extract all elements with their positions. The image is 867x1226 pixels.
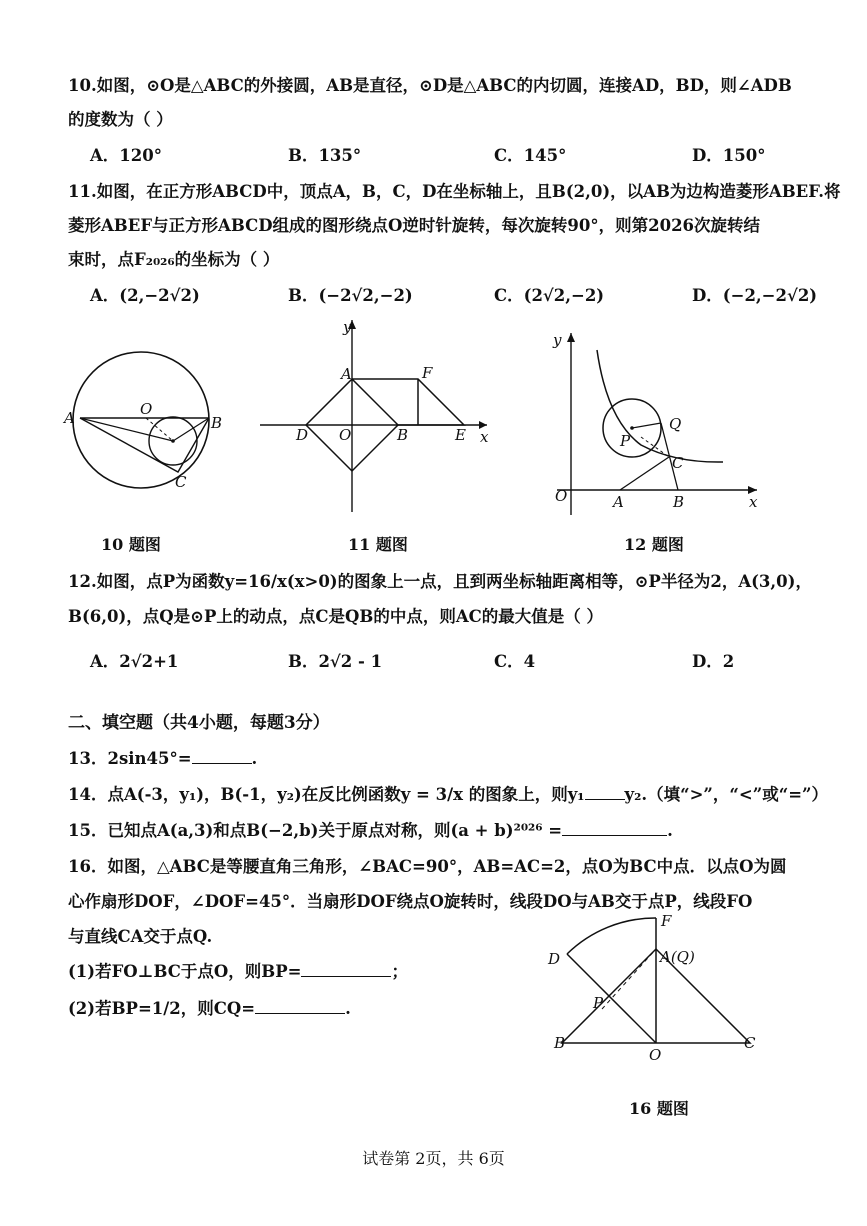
fig10-label-b: B — [211, 414, 223, 432]
fig12-label-y: y — [553, 331, 562, 349]
figure-12-caption: 12 题图 — [624, 535, 684, 554]
q13-answer-blank[interactable] — [192, 749, 252, 764]
q10-option-b: B．135° — [288, 146, 362, 165]
figure-12 — [545, 325, 770, 520]
fig16-label-p: P — [593, 994, 604, 1012]
q15-answer-blank[interactable] — [562, 821, 667, 836]
fig16-label-a: A(Q) — [660, 948, 695, 966]
fig12-label-x: x — [749, 493, 758, 511]
fig16-label-f: F — [661, 912, 672, 930]
fig11-label-o: O — [339, 426, 352, 444]
figure-10-caption: 10 题图 — [101, 535, 161, 554]
q16-line1: 16．如图，△ABC是等腰直角三角形，∠BAC=90°，AB=AC=2，点O为BC中点．以点O为圆 — [68, 857, 787, 876]
q12-line2: B(6,0)，点Q是⊙P上的动点，点C是QB的中点，则AC的最大值是（ ） — [68, 607, 604, 626]
q16-sub1 — [68, 958, 408, 982]
figure-11 — [255, 312, 500, 517]
fig11-label-b: B — [397, 426, 409, 444]
q15 — [68, 817, 673, 841]
q16-sub2-end: . — [345, 999, 351, 1018]
q16-sub2-text: (2)若BP=1/2，则CQ= — [68, 999, 256, 1018]
fig11-label-y: y — [343, 318, 352, 336]
q10-option-d: D．150° — [692, 146, 766, 165]
fig12-label-p: P — [620, 432, 631, 450]
q13-end: . — [251, 749, 258, 768]
q12-option-b: B．2√2 - 1 — [288, 652, 383, 671]
q10-line1: 10.如图，⊙O是△ABC的外接圆，AB是直径，⊙D是△ABC的内切圆，连接AD，BD，则∠ADB — [68, 76, 792, 95]
figure-11-caption: 11 题图 — [348, 535, 408, 554]
q14-answer-blank[interactable] — [585, 785, 625, 800]
q16-sub1-end: ； — [391, 962, 408, 981]
q16-sub1-text: (1)若FO⊥BC于点O，则BP= — [68, 962, 302, 981]
q11-option-d: D．(−2,−2√2) — [692, 286, 818, 305]
q12-option-a: A．2√2+1 — [90, 652, 179, 671]
fig11-label-d: D — [296, 426, 309, 444]
fig11-label-f: F — [422, 364, 433, 382]
fig12-label-o: O — [555, 487, 568, 505]
q16-line2: 心作扇形DOF，∠DOF=45°．当扇形DOF绕点O旋转时，线段DO与AB交于点P，线段FO — [68, 892, 753, 911]
q15-text: 15．已知点A(a,3)和点B(−2,b)关于原点对称，则(a + b)²⁰²⁶ = — [68, 821, 563, 840]
q11-line2: 菱形ABEF与正方形ABCD组成的图形绕点O逆时针旋转，每次旋转90°，则第2026次旋转结 — [68, 216, 761, 235]
fig10-label-c: C — [175, 473, 187, 491]
q12-option-d: D．2 — [692, 652, 735, 671]
fig11-label-e: E — [455, 426, 466, 444]
q14 — [68, 781, 828, 805]
q11-option-a: A．(2,−2√2) — [90, 286, 200, 305]
fig11-label-x: x — [480, 428, 489, 446]
figure-16 — [540, 908, 770, 1068]
q16-sub1-blank[interactable] — [301, 962, 391, 977]
fig10-label-a: A — [64, 409, 75, 427]
q16-line3: 与直线CA交于点Q. — [68, 927, 213, 946]
q12-option-c: C．4 — [494, 652, 536, 671]
fig10-label-o: O — [140, 400, 153, 418]
fig16-label-c: C — [744, 1034, 756, 1052]
q11-line1: 11.如图，在正方形ABCD中，顶点A，B，C，D在坐标轴上，且B(2,0)，以AB为边构造菱形ABEF.将 — [68, 182, 841, 201]
fig16-label-b: B — [554, 1034, 566, 1052]
q10-line2: 的度数为（ ） — [68, 110, 173, 129]
q11-option-b: B．(−2√2,−2) — [288, 286, 413, 305]
fig12-label-q: Q — [669, 415, 682, 433]
figure-16-caption: 16 题图 — [629, 1099, 689, 1118]
q11-line3: 束时，点F₂₀₂₆的坐标为（ ） — [68, 250, 280, 269]
q13 — [68, 745, 257, 769]
fig11-label-a: A — [341, 365, 352, 383]
q16-sub2 — [68, 995, 351, 1019]
fig12-label-c: C — [672, 454, 684, 472]
fig12-label-b: B — [673, 493, 685, 511]
fig16-label-o: O — [649, 1046, 662, 1064]
q10-option-c: C．145° — [494, 146, 567, 165]
q12-line1: 12.如图，点P为函数y=16/x(x>0)的图象上一点，且到两坐标轴距离相等，⊙P半径为2，A(3,0)， — [68, 572, 812, 591]
q14-mid: y₂.（填“>”，“<”或“=”） — [624, 785, 829, 804]
q13-text: 13．2sin45°= — [68, 749, 192, 768]
page-footer: 试卷第 2页，共 6页 — [362, 1149, 505, 1168]
figure-10 — [60, 350, 230, 500]
q15-end: . — [667, 821, 673, 840]
q10-option-a: A．120° — [90, 146, 162, 165]
q16-sub2-blank[interactable] — [255, 999, 345, 1014]
fig16-label-d: D — [548, 950, 561, 968]
section-2-title: 二、填空题（共4小题，每题3分） — [68, 713, 330, 733]
fig12-label-a: A — [613, 493, 624, 511]
q11-option-c: C．(2√2,−2) — [494, 286, 605, 305]
q14-text: 14．点A(-3，y₁)，B(-1，y₂)在反比例函数y = 3/x 的图象上，则y₁ — [68, 785, 585, 804]
